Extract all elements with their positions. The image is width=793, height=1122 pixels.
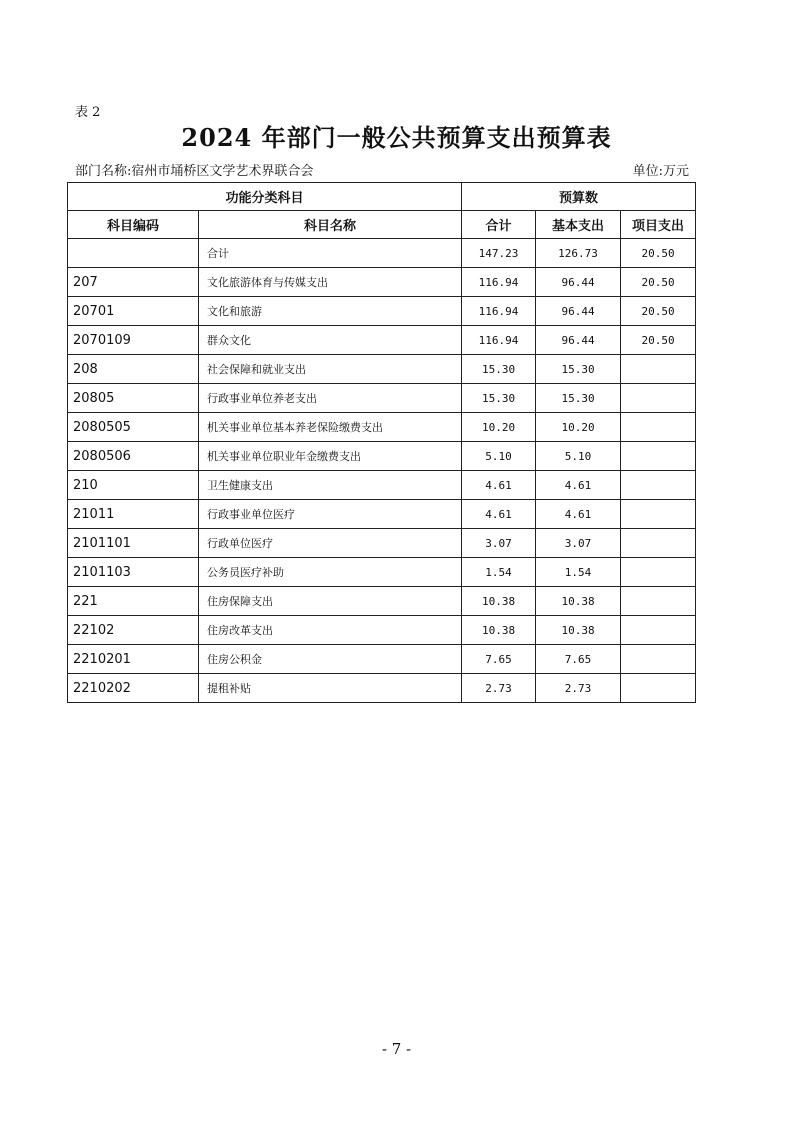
table-number-label: 表 2 [75,105,101,120]
cell-name: 公务员医疗补助 [199,558,462,587]
cell-name: 群众文化 [199,326,462,355]
table-row [68,268,696,297]
cell-project: 20.50 [621,297,696,326]
cell-total: 10.38 [462,587,536,616]
cell-project [621,355,696,384]
table-row [68,558,696,587]
cell-code: 208 [68,355,199,384]
cell-code: 20701 [68,297,199,326]
cell-basic: 10.38 [536,587,621,616]
cell-code [68,239,199,268]
header-total: 合计 [462,211,536,239]
cell-project [621,442,696,471]
cell-name: 机关事业单位职业年金缴费支出 [199,442,462,471]
cell-name: 行政单位医疗 [199,529,462,558]
table-row [68,413,696,442]
group-header-row [68,183,696,211]
cell-project [621,471,696,500]
cell-name: 机关事业单位基本养老保险缴费支出 [199,413,462,442]
cell-project: 20.50 [621,239,696,268]
cell-code: 21011 [68,500,199,529]
table-row [68,384,696,413]
cell-code: 221 [68,587,199,616]
cell-code: 22102 [68,616,199,645]
cell-code: 2080505 [68,413,199,442]
cell-total: 116.94 [462,326,536,355]
cell-total: 147.23 [462,239,536,268]
cell-basic: 4.61 [536,500,621,529]
cell-name: 卫生健康支出 [199,471,462,500]
table-body [68,239,696,703]
cell-total: 15.30 [462,384,536,413]
header-budget-amount: 预算数 [462,183,696,211]
column-header-row [68,211,696,239]
cell-code: 2101103 [68,558,199,587]
cell-total: 3.07 [462,529,536,558]
cell-basic: 15.30 [536,384,621,413]
cell-total: 116.94 [462,268,536,297]
cell-total: 7.65 [462,645,536,674]
cell-name: 提租补贴 [199,674,462,703]
header-name: 科目名称 [199,211,462,239]
cell-name: 住房保障支出 [199,587,462,616]
cell-total: 10.20 [462,413,536,442]
cell-basic: 2.73 [536,674,621,703]
page-title: 2024 年部门一般公共预算支出预算表 [181,123,612,152]
header-project: 项目支出 [621,211,696,239]
cell-code: 2101101 [68,529,199,558]
cell-basic: 5.10 [536,442,621,471]
cell-total: 1.54 [462,558,536,587]
cell-name: 行政事业单位养老支出 [199,384,462,413]
cell-project [621,500,696,529]
department-name: 部门名称:宿州市埇桥区文学艺术界联合会 [75,164,314,179]
cell-name: 文化旅游体育与传媒支出 [199,268,462,297]
cell-basic: 3.07 [536,529,621,558]
table-row [68,587,696,616]
cell-project [621,645,696,674]
cell-total: 4.61 [462,500,536,529]
page-number: - 7 - [381,1040,412,1058]
cell-basic: 7.65 [536,645,621,674]
table-row [68,616,696,645]
cell-project [621,558,696,587]
table-row [68,645,696,674]
cell-name: 文化和旅游 [199,297,462,326]
cell-name: 行政事业单位医疗 [199,500,462,529]
header-basic: 基本支出 [536,211,621,239]
cell-project [621,587,696,616]
header-function-classification: 功能分类科目 [68,183,462,211]
unit-label: 单位:万元 [632,164,689,179]
cell-code: 2080506 [68,442,199,471]
cell-name: 合计 [199,239,462,268]
cell-code: 2070109 [68,326,199,355]
cell-code: 2210201 [68,645,199,674]
table-row [68,471,696,500]
cell-name: 住房公积金 [199,645,462,674]
header-code: 科目编码 [68,211,199,239]
table-row [68,297,696,326]
cell-basic: 4.61 [536,471,621,500]
cell-project: 20.50 [621,326,696,355]
cell-basic: 10.38 [536,616,621,645]
cell-project [621,616,696,645]
cell-basic: 96.44 [536,326,621,355]
document-meta [75,160,689,179]
cell-total: 2.73 [462,674,536,703]
table-row [68,355,696,384]
table-row [68,442,696,471]
cell-basic: 1.54 [536,558,621,587]
cell-name: 住房改革支出 [199,616,462,645]
cell-total: 10.38 [462,616,536,645]
cell-basic: 126.73 [536,239,621,268]
cell-name: 社会保障和就业支出 [199,355,462,384]
cell-code: 20805 [68,384,199,413]
table-row [68,326,696,355]
cell-project [621,674,696,703]
cell-code: 2210202 [68,674,199,703]
cell-total: 15.30 [462,355,536,384]
table-row [68,674,696,703]
cell-total: 5.10 [462,442,536,471]
table-row [68,239,696,268]
cell-code: 207 [68,268,199,297]
cell-code: 210 [68,471,199,500]
cell-total: 4.61 [462,471,536,500]
cell-total: 116.94 [462,297,536,326]
cell-project [621,529,696,558]
cell-project [621,384,696,413]
budget-table [67,182,696,703]
table-row [68,529,696,558]
cell-project [621,413,696,442]
cell-basic: 10.20 [536,413,621,442]
cell-basic: 96.44 [536,297,621,326]
cell-basic: 15.30 [536,355,621,384]
table-row [68,500,696,529]
cell-basic: 96.44 [536,268,621,297]
cell-project: 20.50 [621,268,696,297]
